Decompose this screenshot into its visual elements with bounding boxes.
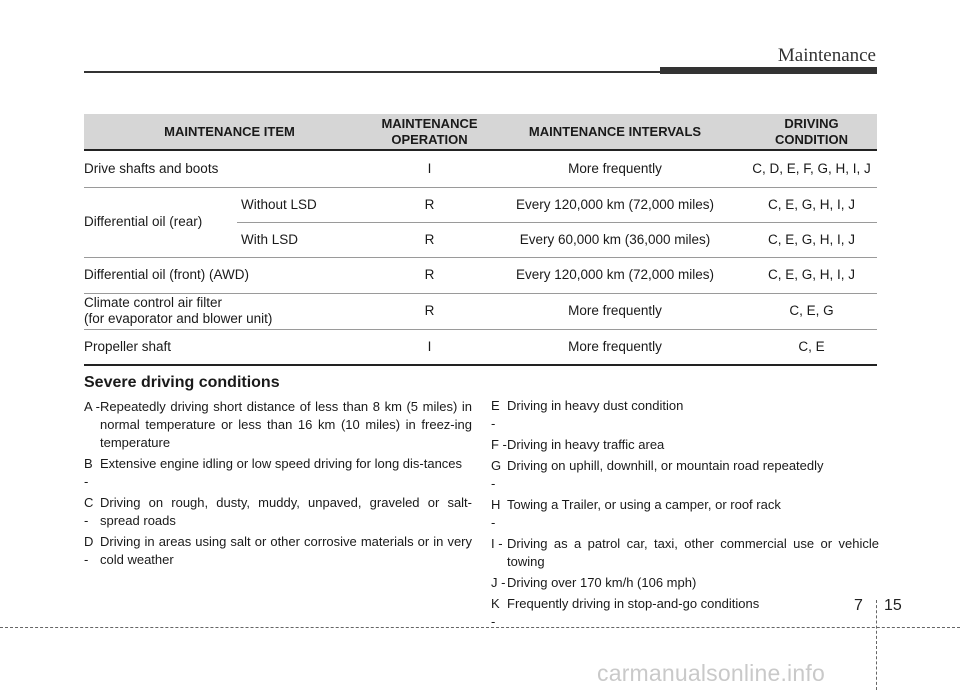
condition-item <box>491 397 879 433</box>
maintenance-table <box>84 114 877 366</box>
header-maintenance-item: MAINTENANCE ITEM <box>84 114 375 150</box>
condition-item <box>491 436 879 454</box>
row-condition: C, E, G, H, I, J <box>746 222 877 257</box>
table-row <box>84 187 877 222</box>
row-item-line: Climate control air filter <box>84 295 223 310</box>
row-operation: R <box>375 187 484 222</box>
condition-item <box>491 496 879 532</box>
condition-item <box>84 455 472 491</box>
condition-text: Driving in areas using salt or other corrosive materials or in very cold weather <box>100 534 472 567</box>
condition-letter: D - <box>84 534 94 567</box>
condition-text: Driving over 170 km/h (106 mph) <box>507 575 697 590</box>
severe-conditions-left <box>84 398 472 572</box>
row-interval: Every 120,000 km (72,000 miles) <box>484 187 746 222</box>
condition-letter: F - <box>491 437 507 452</box>
footer-dashed-rule <box>0 627 960 628</box>
table-row <box>84 150 877 187</box>
row-condition: C, D, E, F, G, H, I, J <box>746 150 877 187</box>
severe-conditions-title: Severe driving conditions <box>84 374 280 391</box>
row-operation: R <box>375 293 484 329</box>
row-subitem: With LSD <box>237 222 375 257</box>
row-interval: Every 120,000 km (72,000 miles) <box>484 257 746 293</box>
condition-letter: K - <box>491 596 500 629</box>
row-item: Differential oil (front) (AWD) <box>84 257 375 293</box>
row-item <box>84 293 375 329</box>
row-item: Differential oil (rear) <box>84 187 237 257</box>
header-maintenance-operation: MAINTENANCE OPERATION <box>375 114 484 150</box>
chapter-number: 7 <box>854 597 863 614</box>
table-row <box>84 257 877 293</box>
condition-item <box>491 535 879 571</box>
row-condition: C, E, G, H, I, J <box>746 187 877 222</box>
condition-letter: G - <box>491 458 502 491</box>
condition-letter: B - <box>84 456 93 489</box>
condition-letter: J - <box>491 575 506 590</box>
row-operation: R <box>375 257 484 293</box>
condition-letter: C - <box>84 495 94 528</box>
condition-letter: E - <box>491 398 500 431</box>
row-item: Propeller shaft <box>84 329 375 365</box>
condition-text: Driving in heavy dust condition <box>507 398 684 413</box>
row-item: Drive shafts and boots <box>84 150 375 187</box>
row-operation: I <box>375 150 484 187</box>
condition-letter: I - <box>491 536 503 551</box>
page-number: 15 <box>884 597 902 614</box>
condition-text: Repeatedly driving short distance of less than 8 km (5 miles) in normal temperature or less than 16 km (10 miles) in freez-ing temperature <box>100 399 472 450</box>
severe-conditions-right <box>491 397 879 634</box>
condition-item <box>491 574 879 592</box>
condition-item <box>491 457 879 493</box>
condition-text: Driving as a patrol car, taxi, other commercial use or vehicle towing <box>507 536 879 569</box>
row-operation: R <box>375 222 484 257</box>
footer-dashed-divider <box>876 600 877 690</box>
header-maintenance-intervals: MAINTENANCE INTERVALS <box>484 114 746 150</box>
condition-text: Frequently driving in stop-and-go conditions <box>507 596 760 611</box>
row-interval: More frequently <box>484 329 746 365</box>
row-subitem: Without LSD <box>237 187 375 222</box>
row-interval: More frequently <box>484 293 746 329</box>
condition-text: Driving on uphill, downhill, or mountain road repeatedly <box>507 458 824 473</box>
condition-letter: H - <box>491 497 501 530</box>
condition-item <box>84 398 472 452</box>
table-header-row <box>84 114 877 150</box>
header-driving-condition: DRIVING CONDITION <box>746 114 877 150</box>
condition-letter: A - <box>84 399 100 414</box>
row-condition: C, E <box>746 329 877 365</box>
condition-item <box>491 595 879 631</box>
header-rule <box>84 71 660 73</box>
condition-text: Extensive engine idling or low speed driving for long dis-tances <box>100 456 463 471</box>
row-condition: C, E, G <box>746 293 877 329</box>
table-row <box>84 329 877 365</box>
row-item-line: (for evaporator and blower unit) <box>84 311 273 326</box>
row-operation: I <box>375 329 484 365</box>
condition-text: Driving in heavy traffic area <box>507 437 665 452</box>
condition-item <box>84 533 472 569</box>
header-rule-thick <box>660 67 877 74</box>
watermark: carmanualsonline.info <box>597 660 825 686</box>
condition-item <box>84 494 472 530</box>
row-condition: C, E, G, H, I, J <box>746 257 877 293</box>
row-interval: Every 60,000 km (36,000 miles) <box>484 222 746 257</box>
page-header-title: Maintenance <box>777 45 876 66</box>
condition-text: Towing a Trailer, or using a camper, or roof rack <box>507 497 781 512</box>
table-row <box>84 293 877 329</box>
row-interval: More frequently <box>484 150 746 187</box>
condition-text: Driving on rough, dusty, muddy, unpaved, graveled or salt-spread roads <box>100 495 472 528</box>
